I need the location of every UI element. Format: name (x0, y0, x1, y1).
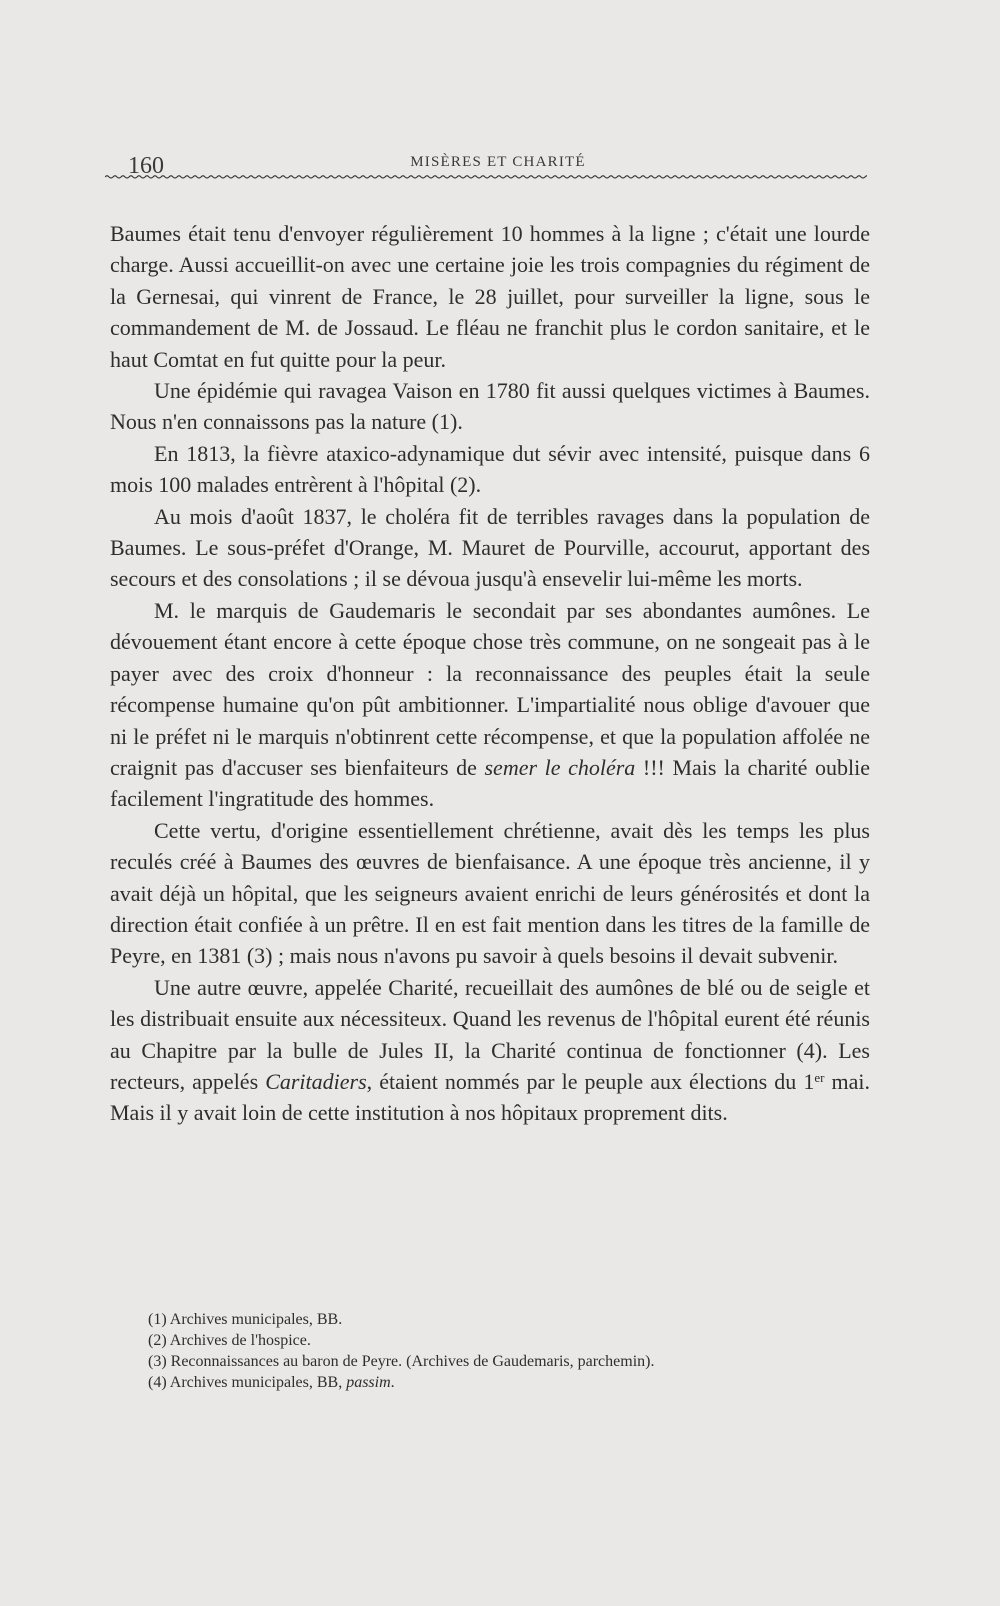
italic-text: passim (346, 1374, 391, 1391)
text-run: !!! Mais la charité oublie facilement l'ingratitude des hommes. (110, 754, 870, 812)
text-run: Une épidémie qui ravagea Vaison en 1780 fit aussi quelques victimes à Baumes. Nous n'en connaissons pas la nature (1). (110, 378, 870, 435)
paragraph (110, 218, 870, 375)
superscript-text: er (814, 1069, 825, 1085)
italic-text: Caritadiers (265, 1068, 367, 1094)
text-run: (3) Reconnaissances au baron de Peyre. (Archives de Gaudemaris, parchemin). (148, 1353, 655, 1370)
text-run: (2) Archives de l'hospice. (148, 1332, 311, 1349)
text-run: (4) Archives municipales, BB, (148, 1374, 347, 1391)
paragraph (110, 501, 870, 595)
italic-text: semer le choléra (484, 754, 636, 780)
paragraph (110, 595, 870, 815)
paragraph (110, 972, 870, 1129)
footnotes (148, 1309, 868, 1393)
text-run: , étaient nommés par le peuple aux élections du 1 (366, 1068, 815, 1094)
text-run: mai. Mais il y avait loin de cette institution à nos hôpitaux proprement dits. (110, 1068, 870, 1126)
footnote (148, 1372, 868, 1393)
paragraph (110, 438, 870, 501)
footnote (148, 1330, 868, 1351)
text-run: Une autre œuvre, appelée Charité, recueillait des aumônes de blé ou de seigle et les distribuait ensuite aux nécessiteux. Quand les revenus de l'hôpital eurent été réunis au Chapitre par la bulle de Jules II, la Charité continua de fonctionner (4). Les recteurs, appelés (110, 974, 870, 1094)
running-title: MISÈRES ET CHARITÉ (410, 154, 586, 170)
paragraph (110, 375, 870, 438)
paragraph (110, 815, 870, 972)
text-run: En 1813, la fièvre ataxico-adynamique dut sévir avec intensité, puisque dans 6 mois 100 malades entrèrent à l'hôpital (2). (110, 440, 870, 498)
text-run: Au mois d'août 1837, le choléra fit de terribles ravages dans la population de Baumes. Le sous-préfet d'Orange, M. Mauret de Pourville, accourut, apportant des secours et des consolations ; il se dévoua jusqu'à ensevelir lui-même les morts. (110, 503, 870, 592)
body-text (110, 218, 870, 1129)
page-number: 160 (128, 153, 164, 179)
text-run: Baumes était tenu d'envoyer régulièrement 10 hommes à la ligne ; c'était une lourde charge. Aussi accueillit-on avec une certaine joie les trois compagnies du régiment de la Gernesai, qui vinrent de France, le 28 juillet, pour surveiller la ligne, sous le commandement de M. de Jossaud. Le fléau ne franchit plus le cordon sanitaire, et le haut Comtat en fut quitte pour la peur. (110, 221, 870, 372)
footnote (148, 1351, 868, 1372)
text-run: . (390, 1374, 395, 1391)
text-run: Cette vertu, d'origine essentiellement chrétienne, avait dès les temps les plus reculés créé à Baumes des œuvres de bienfaisance. A une époque très ancienne, il y avait déjà un hôpital, que les seigneurs avaient enrichi de leurs générosités et dont la direction était confiée à un prêtre. Il en est fait mention dans les titres de la famille de Peyre, en 1381 (3) ; mais nous n'avons pu savoir à quels besoins il devait subvenir. (110, 817, 870, 969)
text-run: M. le marquis de Gaudemaris le secondait par ses abondantes aumônes. Le dévouement étant encore à cette époque chose très commune, on ne songeait pas à le payer avec des croix d'honneur : la reconnaissance des peuples était la seule récompense humaine qu'on pût ambitionner. L'impartialité nous oblige d'avouer que ni le préfet ni le marquis n'obtinrent cette récompense, et que la population affolée ne craignit pas d'accuser ses bienfaiteurs de (110, 597, 870, 780)
header-wavy-rule (105, 172, 867, 182)
footnote (148, 1309, 868, 1330)
text-run: (1) Archives municipales, BB. (148, 1311, 343, 1328)
